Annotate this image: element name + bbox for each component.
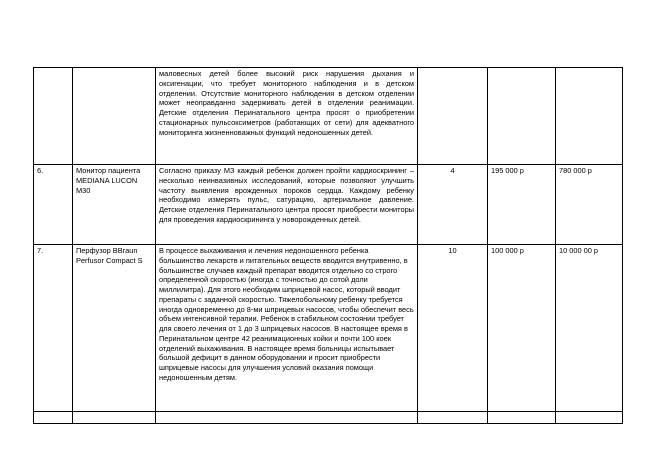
empty-cell (34, 412, 73, 424)
equipment-name-cell: Перфузор BBraun Perfusor Compact S (73, 245, 156, 412)
empty-cell (73, 412, 156, 424)
equipment-name-cell: Монитор пациента MEDIANA LUCON M30 (73, 165, 156, 245)
table-row (34, 245, 623, 412)
justification-cell: В процессе выхаживания и лечения недоношенного ребенка большинство лекарств и питательных веществ вводится внутривенно, в большинстве случаев каждый препарат вводится отдельно со строго определенной скоростью (иногда с точностью до сотой доли миллилитра). Для этого необходим шприцевой насос, который вводит препараты с заданной скоростью. Тяжелобольному ребенку требуется иногда одновременно до 8-ми шприцевых насосов, чтобы обеспечит весь объем интенсивной терапии. Ребенок в стабильном состоянии требует для своего лечения от 1 до 3 шприцевых насосов. В настоящее время в Перинатальном центре 42 реанимационных койки и почти 100 коек отделений выхаживания. В настоящее время больницы испытывает большой дефицит в данном оборудовании и просит приобрести шприцевые насосы для улучшения условий оказания помощи недоношенным детям. (156, 245, 418, 412)
unit-price-cell: 100 000 р (488, 245, 556, 412)
total-cost-cell: 780 000 р (556, 165, 623, 245)
quantity-cell (418, 68, 488, 165)
equipment-table (33, 67, 623, 424)
empty-cell (488, 412, 556, 424)
row-number-cell (34, 68, 73, 165)
justification-cell: маловесных детей более высокий риск нарушения дыхания и оксигенации, что требует мониторного наблюдения и в детском отделении. Отсутствие мониторного наблюдения в детском отделении может неоправданно задерживать детей в отделении реанимации. Детские отделения Перинатального центра просят о приобретении стационарных пульсоксиметров (работающих от сети) для адекватного мониторинга жизненноважных функций недоношенных детей. (156, 68, 418, 165)
unit-price-cell (488, 68, 556, 165)
empty-cell (156, 412, 418, 424)
empty-cell (556, 412, 623, 424)
table-row (34, 165, 623, 245)
row-number-cell: 7. (34, 245, 73, 412)
table-row (34, 412, 623, 424)
table-row (34, 68, 623, 165)
quantity-cell: 4 (418, 165, 488, 245)
unit-price-cell: 195 000 р (488, 165, 556, 245)
row-number-cell: 6. (34, 165, 73, 245)
total-cost-cell: 10 000 00 р (556, 245, 623, 412)
empty-cell (418, 412, 488, 424)
total-cost-cell (556, 68, 623, 165)
quantity-cell: 10 (418, 245, 488, 412)
equipment-name-cell (73, 68, 156, 165)
justification-cell: Согласно приказу МЗ каждый ребенок должен пройти кардиоскрининг – несколько неинвазивных исследований, которые позволяют улучшить частоту выявления врожденных пороков сердца. Каждому ребенку необходимо измерять пульс, сатурацию, артериальное давление. Детские отделения Перинатального центра просят приобрести мониторы для проведения кардиоскрининга у новорожденных детей. (156, 165, 418, 245)
